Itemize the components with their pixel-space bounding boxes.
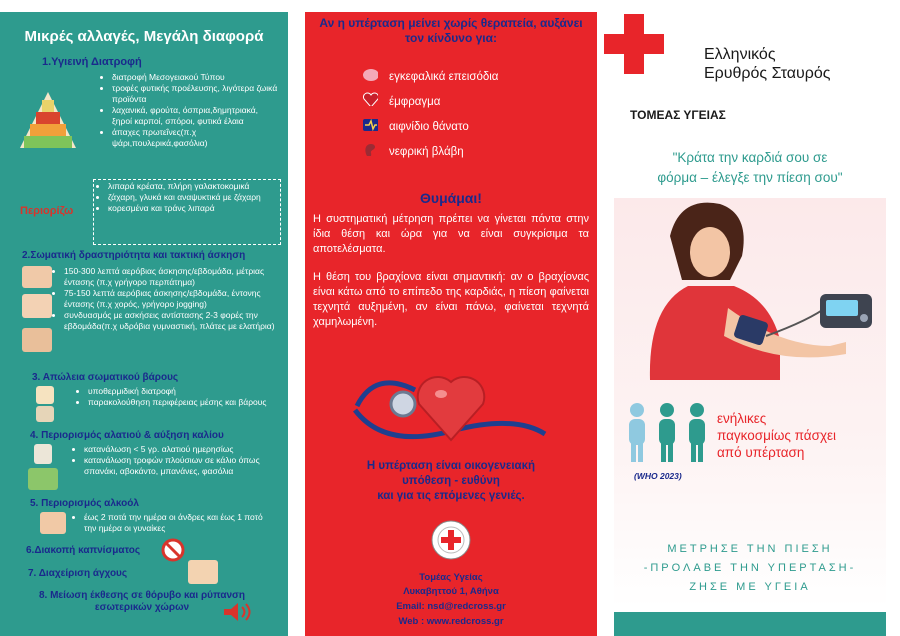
heart-stethoscope-illustration bbox=[345, 360, 557, 452]
risk-kidney: νεφρική βλάβη bbox=[389, 146, 464, 158]
vegetables-icon bbox=[28, 468, 58, 490]
stress-heading: 7. Διαχείριση άγχους bbox=[28, 568, 128, 579]
food-pyramid-icon bbox=[20, 92, 76, 148]
smoking-heading: 6.Διακοπή καπνίσματος bbox=[26, 545, 141, 556]
sudden-death-icon bbox=[362, 117, 378, 131]
org-name-line: Ερυθρός Σταυρός bbox=[704, 65, 831, 82]
org-name-line: Ελληνικός bbox=[704, 46, 776, 63]
diet-bullet: • τροφές φυτικής προέλευσης, λιγότερα ζωικά προϊόντα bbox=[112, 83, 280, 105]
slogan bbox=[600, 148, 900, 188]
woman-blood-pressure-illustration bbox=[630, 196, 886, 380]
stat-line: από υπέρταση bbox=[717, 445, 805, 460]
limit-bullets bbox=[96, 181, 276, 214]
risk-stroke: εγκεφαλικά επεισόδια bbox=[389, 71, 499, 83]
contact-sector: Τομέας Υγείας bbox=[419, 572, 483, 583]
weight-heading: 3. Απώλεια σωματικού βάρους bbox=[32, 372, 179, 383]
cta-measure: ΜΕΤΡΗΣΕ ΤΗΝ ΠΙΕΣΗ bbox=[667, 543, 833, 555]
risk-heart-attack: έμφραγμα bbox=[389, 96, 441, 108]
stress-icon bbox=[188, 560, 218, 584]
kidney-icon bbox=[362, 142, 378, 156]
alcohol-heading: 5. Περιορισμός αλκοόλ bbox=[30, 498, 139, 509]
exercise-bullet: • συνδυασμός με ασκήσεις αντίστασης 2-3 φορές την εβδομάδα(π.χ υδρόβια γυμναστική, πλάτες με ελατήρια) bbox=[64, 310, 284, 332]
limit-bullet: • λιπαρά κρέατα, πλήρη γαλακτοκομικά bbox=[108, 181, 276, 192]
contact-web[interactable]: Web : www.redcross.gr bbox=[398, 616, 504, 627]
middle-panel bbox=[305, 12, 597, 636]
heart-attack-icon bbox=[362, 92, 378, 106]
no-smoking-icon bbox=[160, 538, 186, 562]
diet-bullet: • λαχανικά, φρούτα, όσπρια,δημητριακά, ξηροί καρποί, σπόροι, φυτικά έλαια bbox=[112, 105, 280, 127]
risk-sudden-death: αιφνίδιο θάνατο bbox=[389, 121, 469, 133]
red-cross-seal-icon bbox=[431, 520, 471, 560]
risk-heading: Αν η υπέρταση μείνει χωρίς θεραπεία, αυξάνει τον κίνδυνο για: bbox=[319, 16, 583, 45]
alcohol-bullets bbox=[72, 512, 272, 534]
remember-heading: Θυμάμαι! bbox=[420, 190, 482, 206]
cta-prevent: -ΠΡΟΛΑΒΕ ΤΗΝ ΥΠΕΡΤΑΣΗ- bbox=[643, 562, 857, 574]
diet-heading: 1.Υγιεινή Διατροφή bbox=[42, 56, 142, 68]
who-source: (WHO 2023) bbox=[634, 471, 682, 481]
diet-bullets bbox=[100, 72, 280, 149]
weight-bullet: • παρακολούθηση περιφέρειας μέσης και βάρους bbox=[88, 397, 276, 408]
limit-bullet: • κορεσμένα και τράνς λιπαρά bbox=[108, 203, 276, 214]
hypertension-stat bbox=[717, 410, 836, 461]
right-panel bbox=[600, 0, 900, 636]
red-cross-logo-icon bbox=[604, 14, 664, 74]
contact-email[interactable]: Email: nsd@redcross.gr bbox=[396, 601, 506, 612]
people-icon bbox=[626, 402, 708, 466]
exercise-heading: 2.Σωματική δραστηριότητα και τακτική άσκηση bbox=[22, 250, 246, 261]
stat-line: παγκοσμίως πάσχει bbox=[717, 428, 837, 443]
alcohol-bullet: • έως 2 ποτά την ημέρα οι άνδρες και έως 1 ποτό την ημέρα οι γυναίκες bbox=[84, 512, 272, 534]
salt-shaker-icon bbox=[34, 444, 52, 464]
bottom-bar bbox=[614, 612, 886, 636]
paragraph-arm-position: Η θέση του βραχίονα είναι σημαντική: αν ο βραχίονας είναι κάτω από το επίπεδο της καρδιάς, η πίεση φαίνεται τεχνητά αυξημένη, αν είναι πάνω, φαίνεται τεχνητά χαμηλωμένη. bbox=[313, 271, 589, 328]
weight-bullet: • υποθερμιδική διατροφή bbox=[88, 386, 276, 397]
sector-label: ΤΟΜΕΑΣ ΥΓΕΙΑΣ bbox=[630, 108, 726, 122]
salt-heading: 4. Περιορισμός αλατιού & αύξηση καλίου bbox=[30, 430, 224, 441]
exercise-bullets bbox=[52, 266, 284, 332]
noise-icon bbox=[222, 600, 254, 624]
contact-address: Λυκαβηττού 1, Αθήνα bbox=[403, 586, 499, 597]
noise-heading: 8. Μείωση έκθεσης σε θόρυβο και ρύπανση εσωτερικών χώρων bbox=[38, 590, 246, 613]
exercise-icon bbox=[22, 266, 52, 288]
limit-label: Περιορίζω bbox=[20, 205, 74, 217]
no-alcohol-icon bbox=[40, 512, 66, 534]
org-name bbox=[704, 45, 831, 83]
diet-bullet: • άπαχες πρωτεΐνες(π.χ ψάρι,πουλερικά,φασόλια) bbox=[112, 127, 280, 149]
left-panel bbox=[0, 12, 288, 636]
heredity-line: υπόθεση - ευθύνη bbox=[402, 475, 500, 487]
exercise-bullet: • 75-150 λεπτά αερόβιας άσκησης/εβδομάδα, έντονης έντασης (π.χ χορός, γρήγορο jogging) bbox=[64, 288, 284, 310]
house-icon bbox=[36, 406, 54, 422]
salt-bullet: • κατανάλωση < 5 γρ. αλατιού ημερησίως bbox=[84, 444, 282, 455]
exercise-bullet: • 150-300 λεπτά αερόβιας άσκησης/εβδομάδα, μέτριας έντασης (π.χ γρήγορο περπάτημα) bbox=[64, 266, 284, 288]
salt-bullets bbox=[72, 444, 282, 477]
cta-live-healthy: ΖΗΣΕ ΜΕ ΥΓΕΙΑ bbox=[689, 581, 811, 593]
slogan-line: φόρμα – έλεγξε την πίεση σου" bbox=[657, 170, 843, 185]
scale-icon bbox=[36, 386, 54, 404]
paragraph-measurement: Η συστηματική μέτρηση πρέπει να γίνεται πάντα στην ίδια θέση και ώρα για να είναι συγκρίσιμα τα αποτελέσματα. bbox=[313, 213, 589, 255]
heredity-text bbox=[305, 459, 597, 504]
weights-icon bbox=[22, 328, 52, 352]
stat-line: ενήλικες bbox=[717, 411, 767, 426]
brain-icon bbox=[362, 67, 378, 81]
diet-bullet: • διατροφή Μεσογειακού Τύπου bbox=[112, 72, 280, 83]
running-icon bbox=[22, 294, 52, 318]
weight-bullets bbox=[76, 386, 276, 408]
salt-bullet: • κατανάλωση τροφών πλούσιων σε κάλιο όπως σπανάκι, αβοκάντο, μπανάνες, φασόλια bbox=[84, 455, 282, 477]
slogan-line: "Κράτα την καρδιά σου σε bbox=[672, 150, 828, 165]
left-title: Μικρές αλλαγές, Μεγάλη διαφορά bbox=[24, 28, 264, 45]
heredity-line: Η υπέρταση είναι οικογενειακή bbox=[366, 460, 536, 472]
limit-bullet: • ζάχαρη, γλυκά και αναψυκτικά με ζάχαρη bbox=[108, 192, 276, 203]
heredity-line: και για τις επόμενες γενιές. bbox=[377, 490, 525, 502]
